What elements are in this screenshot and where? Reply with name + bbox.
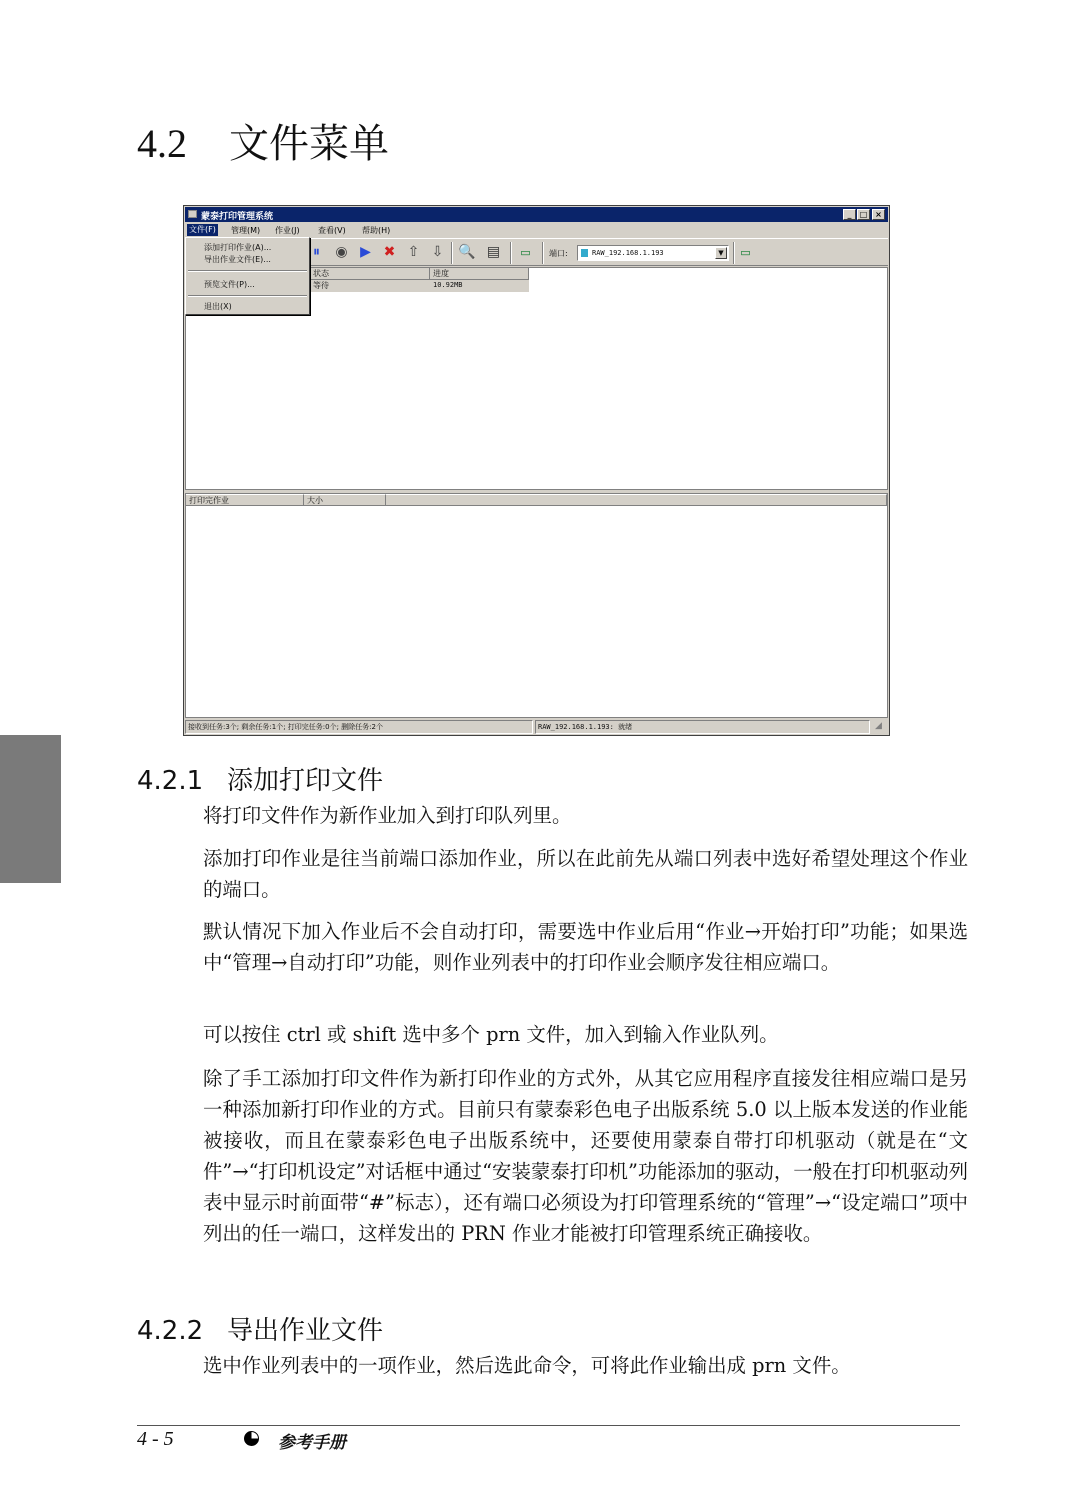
port-select[interactable]: [577, 245, 729, 261]
column-status[interactable]: 状态: [310, 268, 430, 280]
section-title: 文件菜单: [229, 121, 389, 167]
minimize-button[interactable]: _: [843, 209, 856, 220]
paragraph: 选中作业列表中的一项作业，然后选此命令，可将此作业输出成 prn 文件。: [203, 1354, 851, 1377]
row-progress: 10.92MB: [433, 281, 463, 289]
menu-item-preview[interactable]: 预览文件(P)...: [204, 280, 255, 289]
menu-item-add-job[interactable]: 添加打印作业(A)...: [204, 243, 272, 252]
half-circle-icon: [244, 1431, 259, 1446]
port-status-icon[interactable]: ▭: [740, 246, 751, 259]
move-up-icon[interactable]: ⇧: [407, 244, 420, 260]
delete-icon[interactable]: ✖: [383, 244, 396, 260]
port-label: 端口:: [549, 249, 568, 258]
status-counts: 接收到任务:3个; 剩余任务:1个; 打印完任务:0个; 删除任务:2个: [185, 720, 533, 734]
paragraph: 添加打印作业是往当前端口添加作业，所以在此前先从端口列表中选好希望处理这个作业的端口。: [203, 847, 968, 901]
toolbar-separator: [542, 242, 544, 264]
column-size[interactable]: 大小: [304, 494, 386, 506]
subsection-heading-2: [137, 1310, 383, 1344]
paragraph: 默认情况下加入作业后不会自动打印，需要选中作业后用“作业→开始打印”功能；如果选中“管理→自动打印”功能，则作业列表中的打印作业会顺序发往相应端口。: [203, 920, 968, 974]
footer-rule: [137, 1425, 960, 1426]
app-window-screenshot: [183, 205, 890, 736]
toolbar-separator: [510, 242, 512, 264]
status-bar: [185, 719, 888, 735]
status-port: RAW_192.168.1.193: 就绪: [535, 720, 870, 734]
section-heading: [137, 112, 389, 167]
properties-icon[interactable]: ▤: [486, 244, 501, 260]
done-list-pane: [185, 493, 888, 718]
footer-title: 参考手册: [278, 1433, 346, 1453]
move-down-icon[interactable]: ⇩: [431, 244, 444, 260]
toolbar-separator: [451, 242, 453, 264]
paragraph: 将打印文件作为新作业加入到打印队列里。: [203, 804, 572, 827]
menu-item-exit[interactable]: 退出(X): [204, 302, 232, 311]
window-title: 蒙泰打印管理系统: [201, 212, 274, 222]
subsection-number: 4.2.2: [137, 1316, 204, 1346]
menu-view[interactable]: 查看(V): [318, 226, 346, 235]
paragraph: 可以按住 ctrl 或 shift 选中多个 prn 文件，加入到输入作业队列。: [203, 1023, 779, 1046]
menu-job[interactable]: 作业(J): [275, 226, 300, 235]
stop-icon[interactable]: ◉: [335, 244, 348, 260]
port-select-value: RAW_192.168.1.193: [592, 249, 664, 257]
section-number: 4.2: [137, 121, 187, 166]
column-progress[interactable]: 进度: [430, 268, 529, 280]
row-status: 等待: [313, 281, 329, 290]
file-menu-dropdown: [185, 237, 310, 315]
menu-file[interactable]: 文件(F): [189, 225, 216, 234]
subsection-title: 导出作业文件: [227, 1316, 384, 1346]
menu-bar: [185, 223, 888, 237]
menu-separator: [188, 295, 307, 297]
menu-separator: [188, 270, 307, 272]
paragraph: 除了手工添加打印文件作为新打印作业的方式外，从其它应用程序直接发往相应端口是另一种添加新打印作业的方式。目前只有蒙泰彩色电子出版系统 5.0 以上版本发送的作业能被接收，而且在蒙泰彩色电子出版系统中，还要使用蒙泰自带打印机驱动（就是在“文件”→“打印机设定”对话框中通过“安装蒙泰打印机”功能添加的驱动，一般在打印机驱动列表中显示时前面带“#”标志），还有端口必须设为打印管理系统的“管理”→“设定端口”项中列出的任一端口，这样发出的 PRN 作业才能被打印管理系统正确接收。: [203, 1067, 968, 1245]
menu-manage[interactable]: 管理(M): [231, 226, 261, 235]
subsection-title: 添加打印文件: [227, 766, 384, 796]
toolbar-separator: [733, 242, 735, 264]
close-button[interactable]: ×: [872, 209, 885, 220]
printer-icon: [581, 249, 588, 257]
chevron-down-icon[interactable]: ▼: [715, 247, 727, 259]
subsection-number: 4.2.1: [137, 766, 204, 796]
menu-help[interactable]: 帮助(H): [362, 226, 391, 235]
maximize-button[interactable]: □: [857, 209, 870, 220]
chapter-side-tab: [0, 735, 61, 883]
page-number: 4 - 5: [137, 1428, 174, 1450]
preview-icon[interactable]: 🔍: [458, 244, 476, 260]
column-filler: [386, 494, 887, 506]
subsection-heading-1: [137, 760, 383, 794]
column-done-job[interactable]: 打印完作业: [186, 494, 304, 506]
window-titlebar: [185, 207, 888, 222]
pause-icon[interactable]: ⏸: [313, 244, 320, 260]
app-icon: [188, 210, 197, 218]
port-setup-icon[interactable]: ▭: [520, 246, 531, 259]
menu-item-export-job[interactable]: 导出作业文件(E)...: [204, 255, 271, 264]
play-icon[interactable]: ▶: [360, 244, 371, 260]
resize-grip-icon[interactable]: ◢: [875, 721, 882, 731]
